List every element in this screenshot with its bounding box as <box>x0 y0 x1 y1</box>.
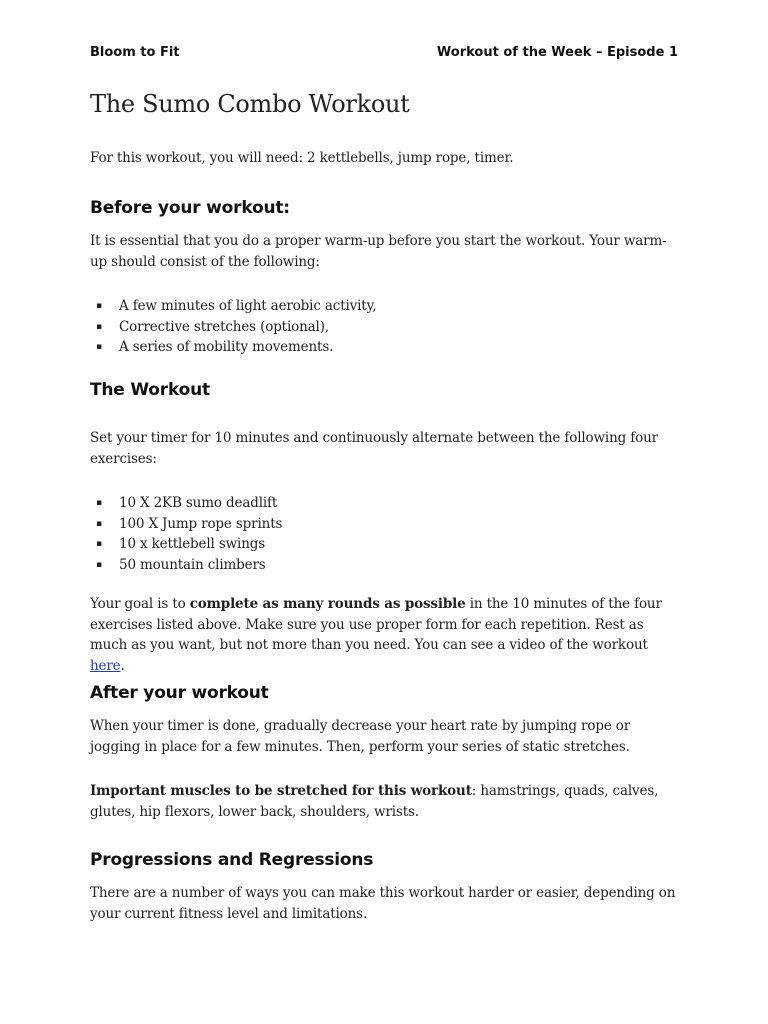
list-item <box>90 337 680 358</box>
progressions-heading: Progressions and Regressions <box>90 850 374 870</box>
bullet-icon: ▪ <box>96 301 102 311</box>
list-item-text: 10 X 2KB sumo deadlift <box>119 495 278 511</box>
before-heading: Before your workout: <box>90 198 290 218</box>
intro-paragraph: For this workout, you will need: 2 kettlebells, jump rope, timer. <box>90 150 514 166</box>
list-item <box>90 555 680 576</box>
header-episode: Workout of the Week – Episode 1 <box>436 45 678 60</box>
bullet-icon: ▪ <box>96 498 102 508</box>
list-item <box>90 534 680 555</box>
list-item-text: 10 x kettlebell swings <box>119 536 266 552</box>
list-item <box>90 317 680 338</box>
running-header <box>90 45 678 60</box>
workout-paragraph: Set your timer for 10 minutes and continuously alternate between the following four exercises: <box>90 430 658 467</box>
before-paragraph: It is essential that you do a proper warm-up before you start the workout. Your warm-up should consist of the following: <box>90 233 667 270</box>
list-item <box>90 514 680 535</box>
bullet-icon: ▪ <box>96 539 102 549</box>
goal-prefix: Your goal is to <box>90 596 190 612</box>
header-brand: Bloom to Fit <box>90 45 180 60</box>
list-item-text: 50 mountain climbers <box>119 556 266 573</box>
list-item-text: Corrective stretches (optional), <box>119 318 329 335</box>
muscles-paragraph <box>90 781 680 822</box>
list-item-text: A series of mobility movements. <box>119 339 334 355</box>
goal-emphasis: complete as many rounds as possible <box>189 596 466 612</box>
bullet-icon: ▪ <box>96 321 102 332</box>
after-heading: After your workout <box>90 683 269 703</box>
page-title: The Sumo Combo Workout <box>90 90 410 118</box>
workout-heading: The Workout <box>90 380 210 400</box>
muscles-list: : hamstrings, quads, calves, glutes, hip flexors, lower back, shoulders, wrists. <box>90 783 659 820</box>
muscles-emphasis: Important muscles to be stretched for this workout <box>90 783 472 799</box>
progressions-paragraph: There are a number of ways you can make this workout harder or easier, depending on your current fitness level and limitations. <box>90 885 676 922</box>
bullet-icon: ▪ <box>96 518 102 529</box>
goal-body: in the 10 minutes of the four exercises listed above. Make sure you use proper form for each repetition. Rest as much as you want, but not more than you need. You can see a video of the workout <box>90 596 662 653</box>
list-item-text: A few minutes of light aerobic activity, <box>119 298 377 314</box>
list-item <box>90 296 680 317</box>
video-link[interactable]: here <box>90 657 121 674</box>
list-item <box>90 493 680 514</box>
bullet-icon: ▪ <box>96 342 102 352</box>
goal-end: . <box>120 657 125 674</box>
after-paragraph: When your timer is done, gradually decrease your heart rate by jumping rope or jogging in place for a few minutes. Then, perform your series of static stretches. <box>90 718 631 755</box>
exercise-list <box>90 493 680 575</box>
warmup-list <box>90 296 680 358</box>
bullet-icon: ▪ <box>96 559 102 570</box>
goal-paragraph <box>90 594 680 676</box>
list-item-text: 100 X Jump rope sprints <box>119 515 283 532</box>
